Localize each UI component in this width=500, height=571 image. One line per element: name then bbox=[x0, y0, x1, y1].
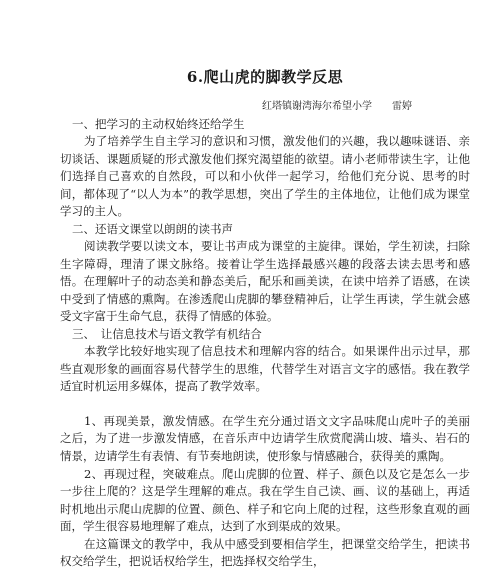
section-3 bbox=[60, 326, 470, 396]
section-heading: 三、 让信息技术与语文教学有机结合 bbox=[72, 326, 262, 341]
paragraph: 为了培养学生自主学习的意识和习惯，激发他们的兴趣，我以趣味谜语、亲切谈话、课题质疑的形式激发他们探究渴望能的欲望。请小老师带读生字，让他们选择自己喜欢的自然段，可以和小伙伴一起学习，给他们充分说、思考的时间，都体现了“以人为本”的教学思想，突出了学生的主体地位，让他们成为课堂学习的主人。 bbox=[60, 134, 470, 219]
section-heading: 一、把学习的主动权始终还给学生 bbox=[72, 117, 245, 131]
numbered-paragraph: 1、再现美景，激发情感。在学生充分通过语文文字品味爬山虎叶子的美丽之后，为了进一步激发情感，在音乐声中边请学生欣赏爬满山坡、墙头、岩石的情景，边请学生有表情、有节奏地朗读，使形象与情感融合，获得美的熏陶。 bbox=[60, 413, 470, 463]
paragraph: 本教学比较好地实现了信息技术和理解内容的结合。如果课件出示过早，那些直观形象的画面容易代替学生的思维，代替学生对语言文字的感悟。我在教学适宜时机运用多媒体，提高了教学效率。 bbox=[60, 343, 470, 394]
blank-line bbox=[60, 396, 470, 413]
section-heading: 二、还语文课堂以朗朗的读书声 bbox=[72, 221, 233, 236]
author-byline: 红塔镇谢湾海尔希望小学 雷婷 bbox=[262, 101, 412, 112]
document-title: 6.爬山虎的脚教学反思 bbox=[186, 68, 344, 86]
section-2 bbox=[60, 221, 470, 326]
closing-paragraph: 在这篇课文的教学中，我从中感受到要相信学生，把课堂交给学生，把读书权交给学生，把说话权给学生，把选择权交给学生， bbox=[60, 536, 470, 569]
section-1 bbox=[60, 116, 470, 221]
paragraph: 阅读教学要以读文本，要让书声成为课堂的主旋律。课始，学生初读，扫除生字障碍，理清了课文脉络。接着让学生选择最感兴趣的段落去读去思考和感悟。在理解叶子的动态美和静态美后，配乐和画美读，在读中培养了语感，在读中受到了情感的熏陶。在渗透爬山虎脚的攀登精神后，让学生再读，学生就会感受文字富于生命气息，获得了情感的体验。 bbox=[60, 238, 470, 324]
numbered-paragraph: 2、再现过程，突破难点。爬山虎脚的位置、样子、颜色以及它是怎么一步一步往上爬的？这是学生理解的难点。我在学生自己读、画、议的基础上，再适时机地出示爬山虎脚的位置、颜色、样子和它向上爬的过程，这些形象直观的画面，学生很容易地理解了难点，达到了水到渠成的效果。 bbox=[60, 466, 470, 534]
